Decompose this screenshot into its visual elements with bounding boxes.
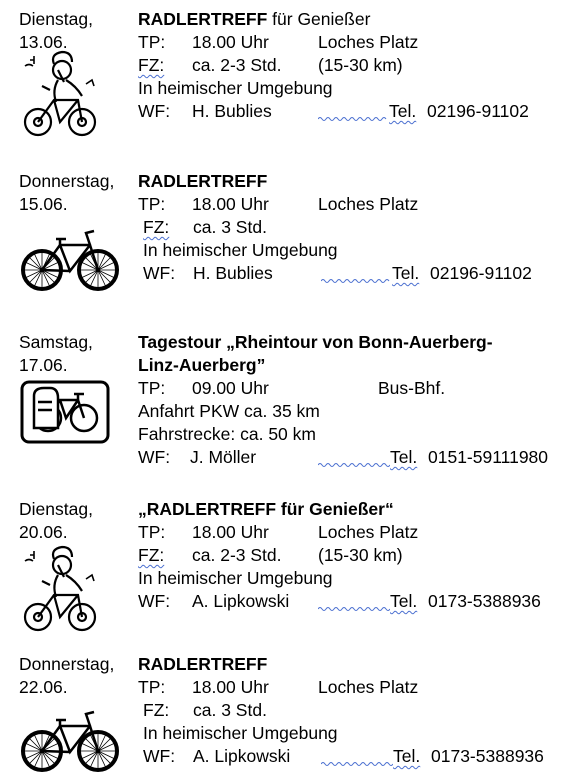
area-text: In heimischer Umgebung <box>143 723 338 743</box>
spellcheck-underline <box>321 278 391 284</box>
tp-time: 18.00 Uhr <box>192 32 269 52</box>
event-day: Donnerstag, <box>19 171 115 191</box>
tel-label: Tel. <box>392 263 420 283</box>
tp-time: 18.00 Uhr <box>192 522 269 542</box>
wf-name: A. Lipkowski <box>192 591 290 611</box>
wf-name: H. Bublies <box>193 263 273 283</box>
wf-name: H. Bublies <box>192 101 272 121</box>
tp-place: Loches Platz <box>318 677 419 697</box>
event-day: Samstag, <box>19 332 93 352</box>
wf-label: WF: <box>143 746 176 766</box>
tel-label: Tel. <box>393 746 421 766</box>
event-title-line2: Linz-Auerberg” <box>138 355 266 375</box>
tp-time: 18.00 Uhr <box>192 677 269 697</box>
fz-value: ca. 2-3 Std. <box>192 55 282 75</box>
tel-number: 02196-91102 <box>430 263 532 283</box>
tp-label: TP: <box>138 194 166 214</box>
fz-label: FZ: <box>143 217 170 237</box>
wf-label: WF: <box>138 447 171 467</box>
event-title-bold: RADLERTREFF <box>138 654 268 674</box>
cyclist-cartoon-icon <box>20 50 100 140</box>
tp-time: 18.00 Uhr <box>192 194 269 214</box>
tel-label: Tel. <box>390 591 418 611</box>
event-date: 13.06. <box>19 32 68 52</box>
fz-label: FZ: <box>138 55 165 75</box>
fz-value: ca. 3 Std. <box>193 700 267 720</box>
fz-value: ca. 2-3 Std. <box>192 545 282 565</box>
event-date: 17.06. <box>19 355 68 375</box>
wf-name: J. Möller <box>190 447 257 467</box>
event-day: Dienstag, <box>19 499 93 519</box>
fz-extra: (15-30 km) <box>318 545 403 565</box>
bicycle-icon <box>20 706 120 776</box>
wf-label: WF: <box>138 101 171 121</box>
area-text: In heimischer Umgebung <box>138 78 333 98</box>
tel-label: Tel. <box>389 101 417 121</box>
spellcheck-underline <box>318 462 390 468</box>
wf-label: WF: <box>138 591 171 611</box>
area-text: In heimischer Umgebung <box>138 568 333 588</box>
anfahrt-text: Anfahrt PKW ca. 35 km <box>138 401 320 421</box>
tp-time: 09.00 Uhr <box>192 378 269 398</box>
event-title <box>138 8 370 30</box>
tel-number: 0173-5388936 <box>428 591 541 611</box>
tel-number: 02196-91102 <box>427 101 529 121</box>
event-day: Dienstag, <box>19 9 93 29</box>
tel-number: 0151-59111980 <box>428 447 549 467</box>
area-text: In heimischer Umgebung <box>143 240 338 260</box>
tel-label: Tel. <box>390 447 418 467</box>
event-title-bold: RADLERTREFF <box>138 9 268 29</box>
tel-number: 0173-5388936 <box>431 746 544 766</box>
event-date: 20.06. <box>19 522 68 542</box>
tp-label: TP: <box>138 522 166 542</box>
tp-place: Bus-Bhf. <box>378 378 446 398</box>
event-day: Donnerstag, <box>19 654 115 674</box>
tp-label: TP: <box>138 677 166 697</box>
fahrstrecke-text: Fahrstrecke: ca. 50 km <box>138 424 316 444</box>
event-title-bold: RADLERTREFF <box>138 171 268 191</box>
event-title-line1: Tagestour „Rheintour von Bonn-Auerberg- <box>138 332 493 352</box>
cyclist-cartoon-icon <box>20 545 100 635</box>
fz-label: FZ: <box>143 700 170 720</box>
fz-value: ca. 3 Std. <box>193 217 267 237</box>
bicycle-icon <box>20 225 120 295</box>
tp-label: TP: <box>138 378 166 398</box>
fz-label: FZ: <box>138 545 165 565</box>
wf-label: WF: <box>143 263 176 283</box>
spellcheck-underline <box>318 116 388 122</box>
event-title: „RADLERTREFF für Genießer“ <box>138 499 394 519</box>
tp-place: Loches Platz <box>318 32 419 52</box>
tp-place: Loches Platz <box>318 194 419 214</box>
event-title-rest: für Genießer <box>267 9 371 29</box>
spellcheck-underline <box>321 761 393 767</box>
fz-extra: (15-30 km) <box>318 55 403 75</box>
wf-name: A. Lipkowski <box>193 746 291 766</box>
tp-label: TP: <box>138 32 166 52</box>
tp-place: Loches Platz <box>318 522 419 542</box>
event-date: 15.06. <box>19 194 68 214</box>
event-date: 22.06. <box>19 677 68 697</box>
spellcheck-underline <box>318 606 390 612</box>
bike-with-backpack-icon <box>20 380 110 444</box>
